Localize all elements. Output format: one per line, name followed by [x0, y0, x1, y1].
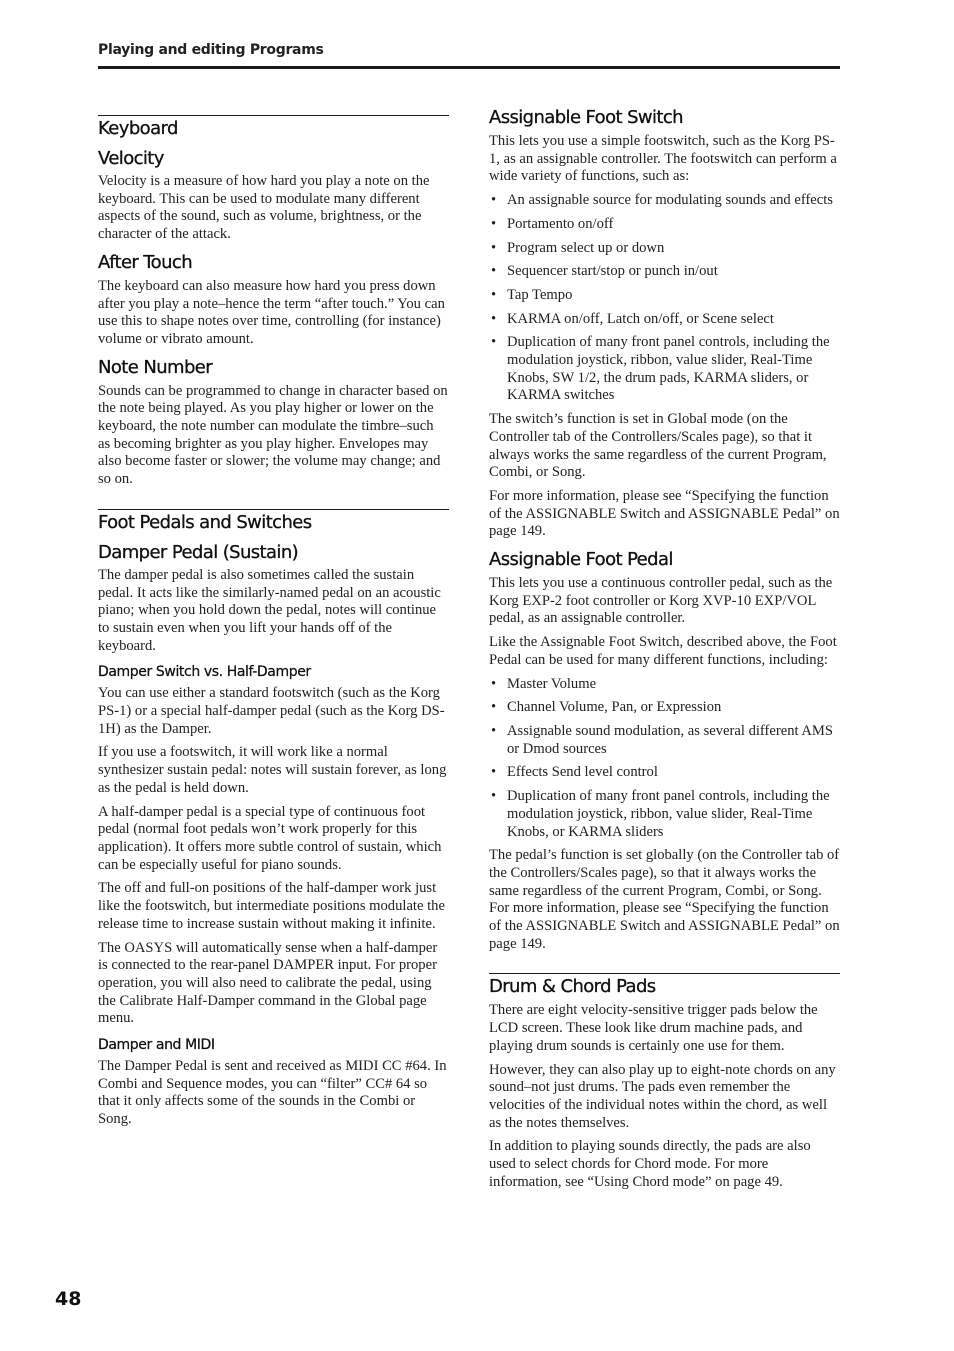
damper-pedal-text: The damper pedal is also sometimes called the sustain pedal. It acts like the similarly-named pedal on an acoustic piano; when you hold down the pedal, notes will continue to sustain even when you lift your hands off of the keyboard. [98, 566, 441, 654]
foot-switch-intro: This lets you use a simple footswitch, such as the Korg PS-1, as an assignable controller. The footswitch can perform a wide variety of functions, such as: [489, 133, 837, 185]
section-rule-drum-pads [489, 973, 840, 974]
half-damper-paragraph-4: The off and full-on positions of the half-damper work just like the footswitch, but intermediate positions modulate the release time to increase sustain without making it infinite. [98, 880, 445, 932]
foot-pedal-paragraph-3: The pedal’s function is set globally (on the Controller tab of the Controllers/Scales page), so that it always works the same regardless of the current Program, Combi, or Song. For more information, please see “Specifying the function of the ASSIGNABLE Switch and ASSIGNABLE Pedal” on page 149. [489, 847, 840, 952]
list-item: • Channel Volume, Pan, or Expression [489, 699, 840, 717]
drum-pads-paragraph-1: There are eight velocity-sensitive trigger pads below the LCD screen. These look like drum machine pads, and playing drum sounds is certainly one use for them. [489, 1002, 818, 1054]
list-item: • KARMA on/off, Latch on/off, or Scene select [489, 311, 840, 329]
heading-damper-pedal: Damper Pedal (Sustain) [98, 541, 299, 563]
list-item: • Program select up or down [489, 240, 840, 258]
foot-pedal-paragraph-2: Like the Assignable Foot Switch, described above, the Foot Pedal can be used for many different functions, including: [489, 634, 837, 668]
list-item: • Portamento on/off [489, 216, 840, 234]
list-item: • Master Volume [489, 676, 840, 694]
half-damper-paragraph-5: The OASYS will automatically sense when a half-damper is connected to the rear-panel DAMPER input. For proper operation, you will also need to calibrate the pedal, using the Calibrate Half-Damper command in the Global page menu. [98, 939, 438, 1027]
note-number-text: Sounds can be programmed to change in character based on the note being played. As you play higher or lower on the keyboard, the note number can modulate the timbre–such as becoming brighter as you play higher. Envelopes may also become faster or slower; the volume may change; and so on. [98, 382, 448, 488]
right-column [489, 100, 840, 1191]
damper-midi-text: The Damper Pedal is sent and received as MIDI CC #64. In Combi and Sequence modes, you can “filter” CC# 64 so that it only affects some of the sounds in the Combi or Song. [98, 1058, 447, 1128]
page-number: 48 [55, 1288, 82, 1310]
foot-pedal-function-list [489, 676, 840, 842]
section-title-drum-chord-pads: Drum & Chord Pads [489, 976, 656, 998]
list-item: • An assignable source for modulating sounds and effects [489, 192, 840, 210]
drum-pads-paragraph-2: However, they can also play up to eight-note chords on any sound–not just drums. The pads even remember the velocities of the individual notes within the chord, as well as the notes themselves. [489, 1061, 836, 1131]
drum-pads-paragraph-3: In addition to playing sounds directly, the pads are also used to select chords for Chord mode. For more information, see “Using Chord mode” on page 49. [489, 1138, 811, 1190]
foot-pedal-intro: This lets you use a continuous controller pedal, such as the Korg EXP-2 foot controller or Korg XVP-10 EXP/VOL pedal, as an assignable controller. [489, 575, 833, 627]
section-title-keyboard: Keyboard [98, 118, 178, 139]
header-rule [98, 66, 840, 69]
left-column [98, 100, 449, 1129]
heading-damper-and-midi: Damper and MIDI [98, 1037, 215, 1054]
heading-velocity: Velocity [98, 148, 164, 169]
heading-assignable-foot-switch: Assignable Foot Switch [489, 107, 683, 128]
section-rule-keyboard [98, 115, 449, 116]
section-title-foot-pedals: Foot Pedals and Switches [98, 511, 312, 533]
heading-after-touch: After Touch [98, 251, 193, 273]
section-rule-foot-pedals [98, 509, 449, 510]
heading-note-number: Note Number [98, 356, 213, 378]
heading-damper-switch-vs-half-damper: Damper Switch vs. Half-Damper [98, 664, 311, 681]
list-item: • Duplication of many front panel controls, including the modulation joystick, ribbon, value slider, Real-Time Knobs, or KARMA sliders [489, 788, 840, 841]
running-header: Playing and editing Programs [98, 42, 324, 58]
after-touch-text: The keyboard can also measure how hard you press down after you play a note–hence the term “after touch.” You can use this to shape notes over time, controlling (for instance) volume or vibrato amount. [98, 277, 445, 347]
half-damper-paragraph-2: If you use a footswitch, it will work like a normal synthesizer sustain pedal: notes will sustain forever, as long as the pedal is held down. [98, 744, 447, 796]
heading-assignable-foot-pedal: Assignable Foot Pedal [489, 549, 673, 571]
foot-switch-paragraph-2: The switch’s function is set in Global mode (on the Controller tab of the Controllers/Scales page), so that it always works the same regardless of the current Program, Combi, or Song. [489, 411, 827, 481]
list-item: • Effects Send level control [489, 764, 840, 782]
velocity-text: Velocity is a measure of how hard you play a note on the keyboard. This can be used to modulate many different aspects of the sound, such as volume, brightness, or the character of the attack. [98, 173, 430, 243]
foot-switch-function-list [489, 192, 840, 405]
list-item: • Sequencer start/stop or punch in/out [489, 263, 840, 281]
half-damper-paragraph-3: A half-damper pedal is a special type of continuous foot pedal (normal foot pedals won’t work properly for this application). It offers more subtle control of sustain, which can be especially useful for piano sounds. [98, 803, 442, 873]
list-item: • Tap Tempo [489, 287, 840, 305]
half-damper-paragraph-1: You can use either a standard footswitch (such as the Korg PS-1) or a special half-damper pedal (such as the Korg DS-1H) as the Damper. [98, 685, 445, 737]
list-item: • Assignable sound modulation, as several different AMS or Dmod sources [489, 723, 840, 758]
list-item: • Duplication of many front panel controls, including the modulation joystick, ribbon, value slider, Real-Time Knobs, SW 1/2, the drum pads, KARMA sliders, or KARMA switches [489, 334, 840, 405]
foot-switch-paragraph-3: For more information, please see “Specifying the function of the ASSIGNABLE Switch and ASSIGNABLE Pedal” on page 149. [489, 487, 840, 540]
